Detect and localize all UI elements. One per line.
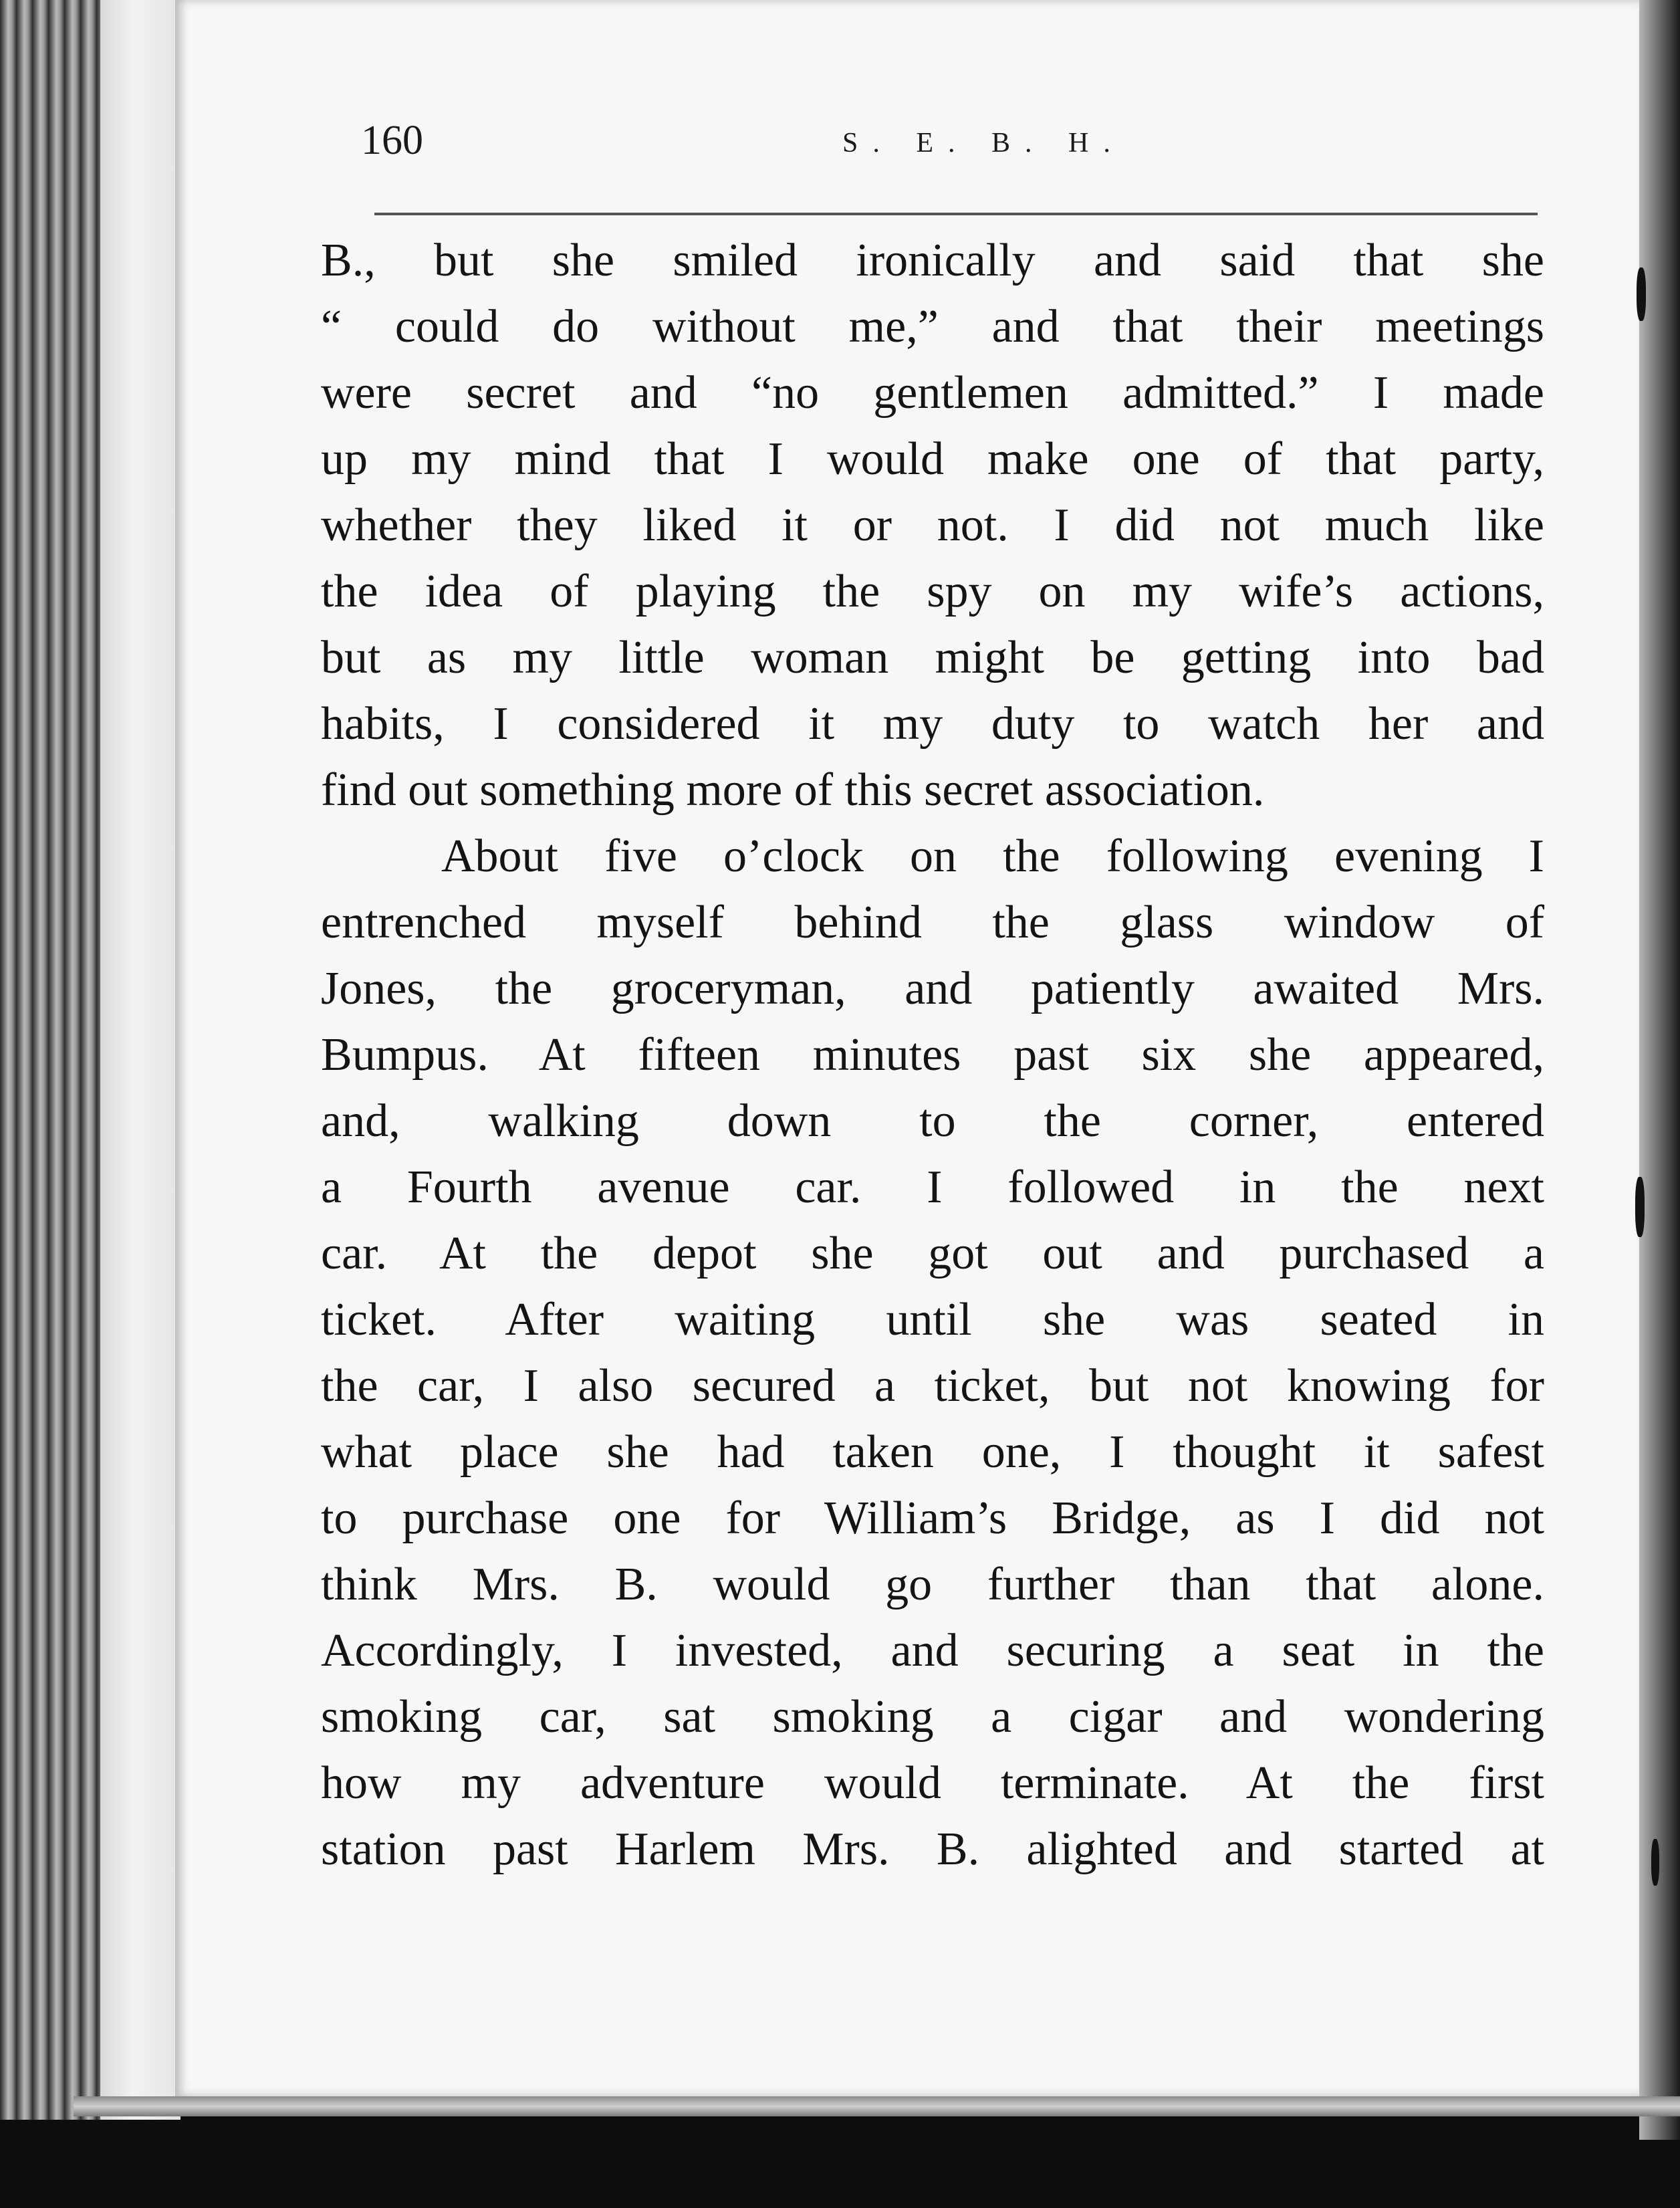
text-line: but as my little woman might be getting into bad: [321, 632, 1544, 683]
text-line: habits, I considered it my duty to watch her and: [321, 698, 1544, 750]
text-line: a Fourth avenue car. I followed in the next: [321, 1162, 1544, 1213]
text-line: up my mind that I would make one of that party,: [321, 433, 1544, 485]
page-number: 160: [361, 118, 423, 163]
margin-mark-top: [1637, 267, 1646, 321]
text-line: find out something more of this secret association.: [321, 764, 1265, 816]
text-line: “ could do without me,” and that their meetings: [321, 301, 1544, 352]
text-line: and, walking down to the corner, entered: [321, 1095, 1544, 1147]
text-line: smoking car, sat smoking a cigar and wondering: [321, 1691, 1544, 1743]
text-line: car. At the depot she got out and purchased a: [321, 1228, 1544, 1279]
text-line: how my adventure would terminate. At the first: [321, 1757, 1544, 1809]
margin-mark-lower: [1651, 1839, 1659, 1886]
text-line: the car, I also secured a ticket, but not knowing for: [321, 1360, 1544, 1412]
body-text: [321, 227, 1544, 1882]
book-bottom-edge: [74, 2096, 1680, 2116]
text-line: B., but she smiled ironically and said that she: [321, 235, 1544, 286]
header-rule: [374, 213, 1538, 215]
text-line: the idea of playing the spy on my wife’s actions,: [321, 566, 1544, 617]
margin-mark-middle: [1635, 1177, 1645, 1237]
paragraph-first-line: About five o’clock on the following evening I: [441, 831, 1544, 882]
text-line: think Mrs. B. would go further than that alone.: [321, 1559, 1544, 1610]
text-line: ticket. After waiting until she was seated in: [321, 1294, 1544, 1345]
page-header: [361, 114, 1544, 174]
running-head: S. E. B. H.: [842, 128, 1125, 158]
page-right-shadow: [1639, 0, 1680, 2140]
text-line: Jones, the groceryman, and patiently awaited Mrs.: [321, 963, 1544, 1014]
text-line: what place she had taken one, I thought it safest: [321, 1426, 1544, 1478]
text-line: station past Harlem Mrs. B. alighted and started at: [321, 1824, 1544, 1875]
text-line: entrenched myself behind the glass window of: [321, 897, 1544, 948]
text-line: whether they liked it or not. I did not much like: [321, 500, 1544, 551]
text-line: Accordingly, I invested, and securing a seat in the: [321, 1625, 1544, 1676]
text-line: to purchase one for William’s Bridge, as I did not: [321, 1493, 1544, 1544]
book-inner-margin: [100, 0, 181, 2120]
text-line: Bumpus. At fifteen minutes past six she appeared,: [321, 1029, 1544, 1081]
text-line: were secret and “no gentlemen admitted.” I made: [321, 367, 1544, 419]
